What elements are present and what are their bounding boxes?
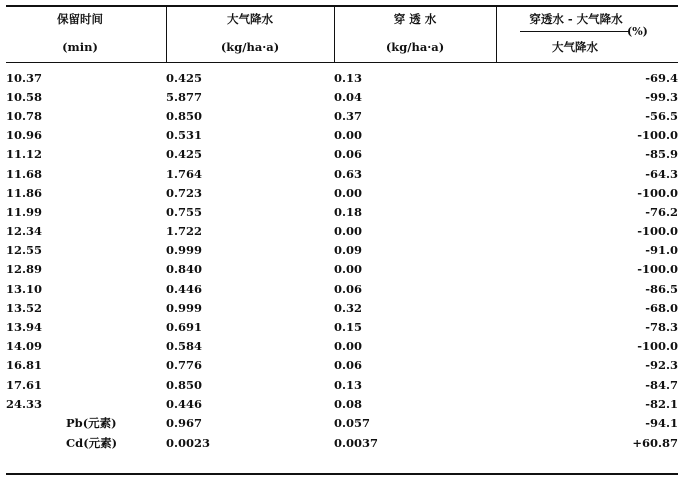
through-cell: 0.13 [334,377,363,392]
precip-cell: 0.967 [166,416,203,431]
time-cell: 13.52 [6,300,43,315]
col-time-unit: (min) [62,40,98,54]
top-rule [6,5,678,7]
ratio-cell: -56.5 [645,108,678,123]
table-row [6,202,678,221]
time-cell: Cd(元素) [66,436,118,451]
ratio-cell: -100.0 [637,128,678,143]
table-row [6,164,678,183]
precip-cell: 1.722 [166,224,203,239]
through-cell: 0.00 [334,224,363,239]
table-row [6,183,678,202]
ratio-cell: -85.9 [645,147,678,162]
table-row [6,298,678,317]
col-precip-unit: (kg/ha·a) [220,40,280,54]
table-row [6,222,678,241]
table-row [6,87,678,106]
time-cell: 11.68 [6,166,43,181]
col-time-title: 保留时间 [57,12,103,26]
col-ratio-denominator: 大气降水 [552,40,598,54]
ratio-cell: -68.0 [645,300,678,315]
ratio-cell: -100.0 [637,224,678,239]
through-cell: 0.00 [334,185,363,200]
precip-cell: 0.850 [166,377,203,392]
element-row [6,413,678,433]
ratio-cell: -94.1 [645,416,678,431]
ratio-cell: -86.5 [645,281,678,296]
through-cell: 0.0037 [334,436,379,451]
precip-cell: 0.840 [166,262,203,277]
ratio-cell: -100.0 [637,185,678,200]
ratio-cell: -78.3 [645,320,678,335]
time-cell: 11.12 [6,147,43,162]
ratio-cell: -91.0 [645,243,678,258]
table-row [6,356,678,375]
ratio-cell: -82.1 [645,396,678,411]
precip-cell: 0.691 [166,320,203,335]
precip-cell: 0.0023 [166,436,211,451]
col-through-unit: (kg/ha·a) [385,40,445,54]
precip-cell: 1.764 [166,166,203,181]
table-row [6,68,678,87]
through-cell: 0.057 [334,416,371,431]
table-row [6,375,678,394]
precip-cell: 0.425 [166,147,203,162]
precip-cell: 5.877 [166,89,203,104]
time-cell: 10.58 [6,89,43,104]
precip-cell: 0.584 [166,339,203,354]
ratio-cell: -84.7 [645,377,678,392]
table-row [6,394,678,413]
ratio-cell: -100.0 [637,339,678,354]
table-row [6,145,678,164]
ratio-cell: -76.2 [645,204,678,219]
element-row [6,433,678,453]
through-cell: 0.00 [334,339,363,354]
header-divider-1 [166,6,167,63]
table-row [6,317,678,336]
table-row [6,337,678,356]
time-cell: Pb(元素) [66,416,117,431]
table-row [6,279,678,298]
ratio-cell: -69.4 [645,70,678,85]
time-cell: 11.86 [6,185,43,200]
through-cell: 0.15 [334,320,363,335]
time-cell: 12.89 [6,262,43,277]
precip-cell: 0.999 [166,300,203,315]
header-divider-3 [496,6,497,63]
time-cell: 14.09 [6,339,43,354]
time-cell: 17.61 [6,377,43,392]
col-precip-title: 大气降水 [227,12,273,26]
time-cell: 10.96 [6,128,43,143]
precip-cell: 0.723 [166,185,203,200]
precip-cell: 0.755 [166,204,203,219]
time-cell: 12.34 [6,224,43,239]
precip-cell: 0.776 [166,358,203,373]
through-cell: 0.06 [334,358,363,373]
through-cell: 0.32 [334,300,363,315]
col-ratio-numerator: 穿透水 - 大气降水 [529,12,623,26]
time-cell: 11.99 [6,204,43,219]
time-cell: 12.55 [6,243,43,258]
through-cell: 0.09 [334,243,363,258]
ratio-cell: -92.3 [645,358,678,373]
through-cell: 0.08 [334,396,363,411]
header-rule [6,62,678,63]
time-cell: 16.81 [6,358,43,373]
ratio-cell: -64.3 [645,166,678,181]
time-cell: 13.94 [6,320,43,335]
table-row [6,260,678,279]
through-cell: 0.00 [334,262,363,277]
ratio-cell: -100.0 [637,262,678,277]
ratio-cell: -99.3 [645,89,678,104]
col-through-title: 穿 透 水 [393,12,437,26]
ratio-cell: +60.87 [632,436,678,451]
time-cell: 13.10 [6,281,43,296]
time-cell: 24.33 [6,396,43,411]
through-cell: 0.13 [334,70,363,85]
header-divider-2 [334,6,335,63]
precip-cell: 0.446 [166,281,203,296]
precip-cell: 0.425 [166,70,203,85]
through-cell: 0.04 [334,89,363,104]
fraction-line [520,31,630,32]
time-cell: 10.37 [6,70,43,85]
through-cell: 0.00 [334,128,363,143]
through-cell: 0.06 [334,147,363,162]
table-row [6,126,678,145]
precip-cell: 0.999 [166,243,203,258]
time-cell: 10.78 [6,108,43,123]
precip-cell: 0.446 [166,396,203,411]
through-cell: 0.37 [334,108,363,123]
through-cell: 0.06 [334,281,363,296]
data-table [6,68,678,453]
precip-cell: 0.531 [166,128,203,143]
through-cell: 0.18 [334,204,363,219]
table-row [6,106,678,125]
through-cell: 0.63 [334,166,363,181]
col-ratio-unit: (%) [627,25,648,38]
table-row [6,241,678,260]
bottom-rule [6,473,678,475]
precip-cell: 0.850 [166,108,203,123]
